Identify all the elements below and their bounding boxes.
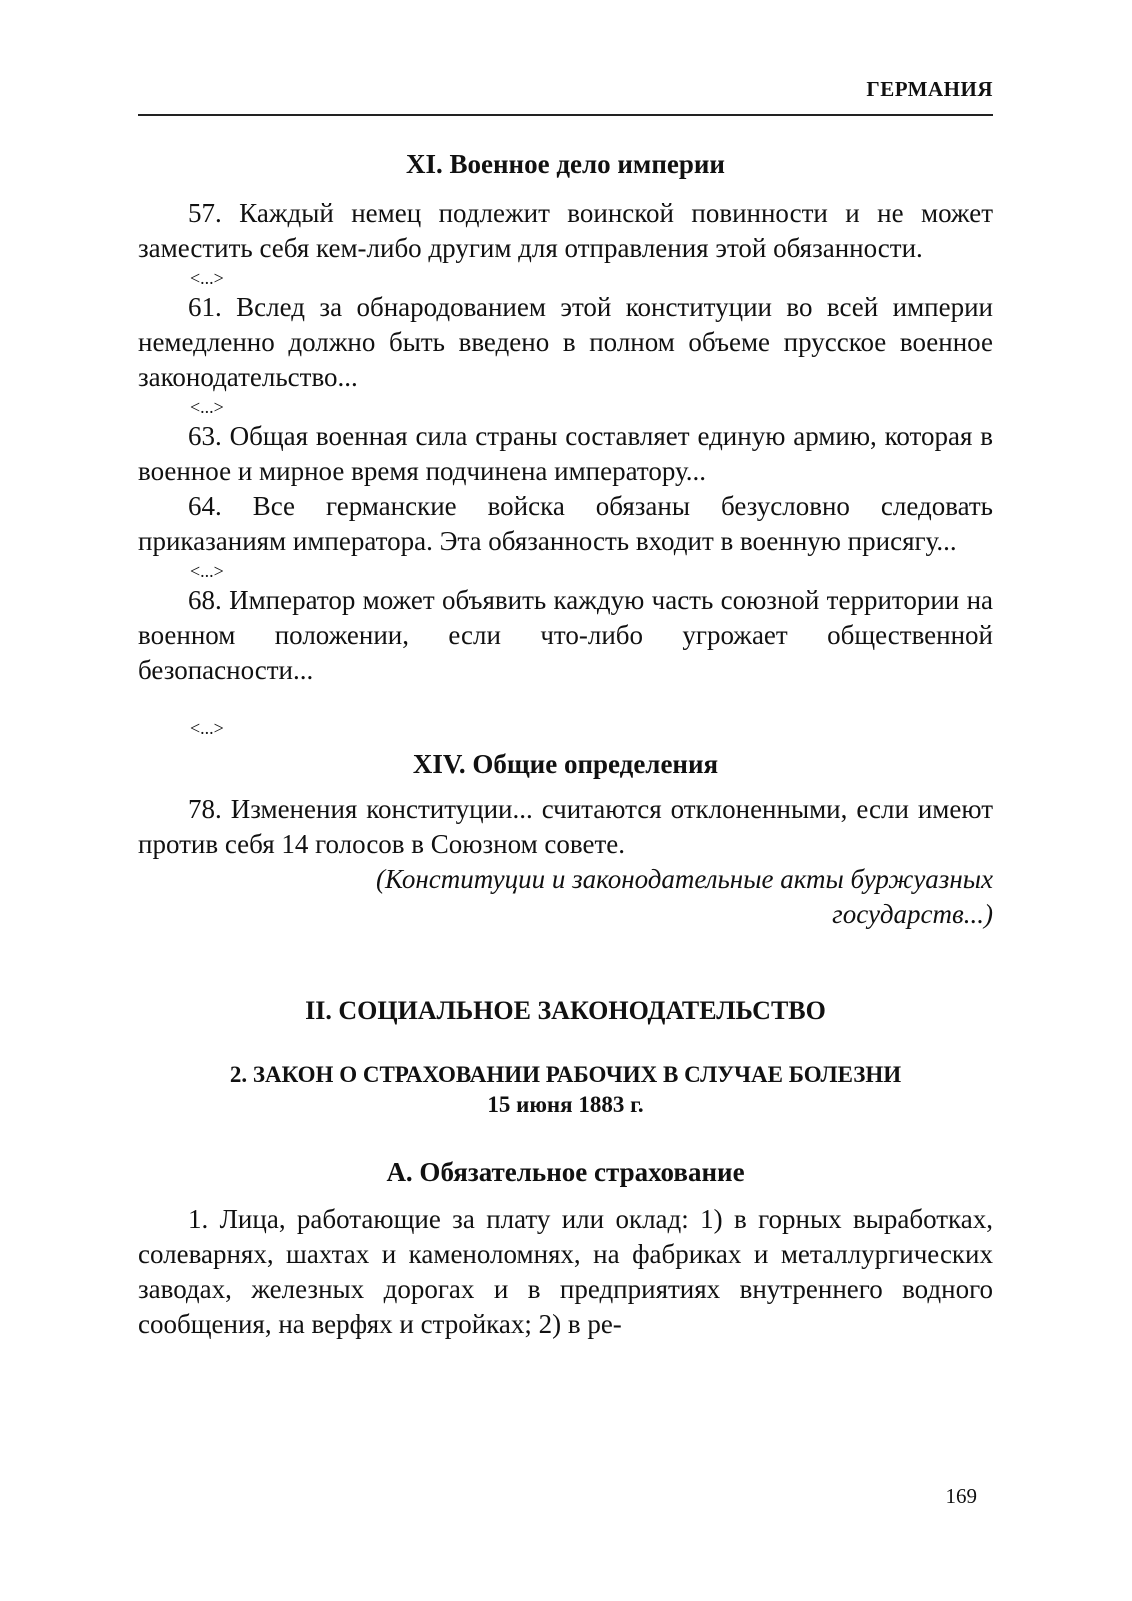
subsection-title: А. Обязательное страхование [386, 1157, 745, 1187]
law-date: 15 июня 1883 г. [487, 1092, 644, 1117]
section-title-xiv: XIV. Общие определения [412, 749, 719, 779]
paragraph-1: 1. Лица, работающие за плату или оклад: 1) в горных выработках, солеварнях, шахтах и каменоломнях, на фабриках и металлургических заводах, железных дорогах и в предприятиях внутреннего водного сообщения, на верфях и стройках; 2) в ре- [138, 1204, 993, 1339]
omission-mark: <...> [190, 561, 224, 581]
paragraph-64: 64. Все германские войска обязаны безусловно следовать приказаниям императора. Эта обязанность входит в военную присягу... [138, 491, 993, 556]
part-title: II. СОЦИАЛЬНОЕ ЗАКОНОДАТЕЛЬСТВО [305, 996, 826, 1025]
paragraph-61: 61. Вслед за обнародованием этой конституции во всей империи немедленно должно быть введено в полном объеме прусское военное законодательство... [138, 292, 993, 392]
page-number: 169 [945, 1484, 977, 1508]
running-head: ГЕРМАНИЯ [866, 77, 993, 101]
paragraph-63: 63. Общая военная сила страны составляет единую армию, которая в военное и мирное время подчинена императору... [138, 421, 993, 486]
omission-mark: <...> [190, 718, 224, 738]
omission-mark: <...> [190, 268, 224, 288]
section-title-xi: XI. Военное дело империи [405, 149, 725, 179]
paragraph-57: 57. Каждый немец подлежит воинской повинности и не может заместить себя кем-либо другим для отправления этой обязанности. [138, 198, 993, 263]
book-page [138, 72, 993, 1342]
source-citation: (Конституции и законодательные акты буржуазных государств...) [376, 864, 993, 929]
paragraph-78: 78. Изменения конституции... считаются отклоненными, если имеют против себя 14 голосов в Союзном совете. [138, 794, 993, 859]
paragraph-68: 68. Император может объявить каждую часть союзной территории на военном положении, если что-либо угрожает общественной безопасности... [138, 585, 993, 685]
law-title: 2. ЗАКОН О СТРАХОВАНИИ РАБОЧИХ В СЛУЧАЕ БОЛЕЗНИ [229, 1062, 902, 1087]
omission-mark: <...> [190, 397, 224, 417]
